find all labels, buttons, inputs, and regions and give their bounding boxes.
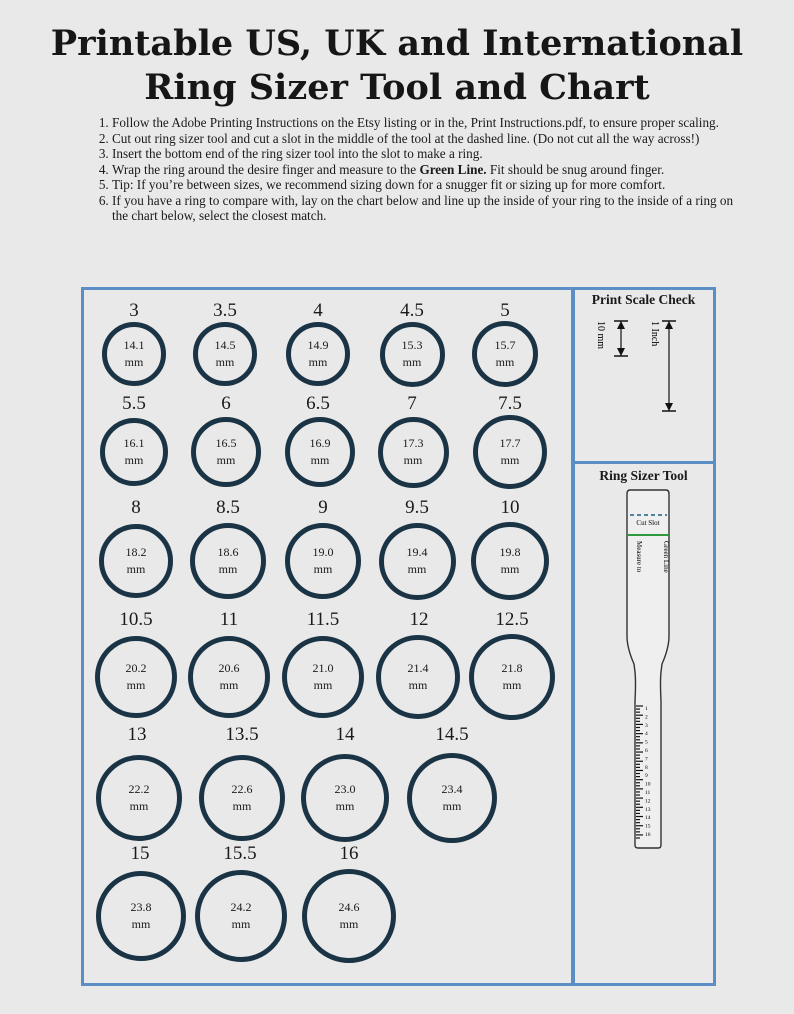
scale-size-label: 9 [645, 773, 648, 780]
scale-size-label: 11 [645, 790, 651, 796]
ring-size-label: 11 [219, 609, 239, 630]
ring-diameter-value: 14.1 [123, 338, 145, 352]
instruction-item: 3. Insert the bottom end of the ring sizer tool into the slot to make a ring. [112, 146, 752, 162]
ring-diameter-value: 23.8 [130, 900, 152, 914]
ring-circle [190, 523, 266, 599]
ring-circle [301, 754, 389, 842]
ring-diameter-value: 14.5 [214, 338, 236, 352]
ring-circle [471, 522, 549, 600]
ring-diameter-unit: mm [232, 799, 252, 813]
ring-diameter-value: 19.4 [406, 545, 428, 559]
ring-diameter-unit: mm [219, 678, 239, 692]
ring-diameter-unit: mm [500, 562, 520, 576]
ring-size-chart [81, 287, 575, 986]
ring-circle [472, 321, 538, 387]
ring-diameter-unit: mm [402, 355, 422, 369]
instructions-list [52, 115, 752, 224]
instruction-text: Wrap the ring around the desire finger and measure to the [112, 161, 420, 177]
one-inch-marker [662, 321, 676, 411]
scale-size-label: 10 [645, 781, 651, 788]
ring-diameter-unit: mm [126, 562, 146, 576]
ring-diameter-unit: mm [408, 678, 428, 692]
ring-circle [286, 322, 350, 386]
ring-circle [102, 322, 166, 386]
ring-circle [96, 755, 182, 841]
ring-diameter-unit: mm [215, 355, 235, 369]
ring-diameter-value: 23.4 [441, 782, 463, 796]
scale-size-label: 12 [645, 798, 651, 805]
ring-diameter-value: 18.2 [125, 545, 147, 559]
ring-diameter-unit: mm [407, 562, 427, 576]
ring-size-label: 6 [221, 393, 231, 414]
ring-diameter-value: 20.6 [218, 661, 240, 675]
ring-size-label: 3 [129, 300, 139, 321]
instruction-item: 5. Tip: If you’re between sizes, we recommend sizing down for a snugger fit or sizing up for more comfort. [112, 177, 752, 193]
ring-sizer-tool-panel [571, 461, 716, 986]
ring-diameter-unit: mm [310, 453, 330, 467]
ring-diameter-unit: mm [218, 562, 238, 576]
ring-size-label: 3.5 [213, 300, 237, 321]
ring-diameter-unit: mm [495, 355, 515, 369]
ring-diameter-value: 15.7 [494, 338, 516, 352]
ring-diameter-unit: mm [339, 917, 359, 931]
ten-mm-marker [614, 321, 628, 356]
ring-circle [469, 634, 555, 720]
instruction-item [112, 162, 752, 178]
scale-size-label: 13 [645, 806, 651, 813]
ring-diameter-unit: mm [131, 917, 151, 931]
print-scale-title: Print Scale Check [591, 292, 696, 307]
ring-diameter-value: 21.4 [407, 661, 429, 675]
ring-size-label: 12.5 [495, 609, 529, 630]
ring-diameter-unit: mm [313, 678, 333, 692]
ring-diameter-value: 23.0 [334, 782, 356, 796]
ring-diameter-value: 17.7 [499, 436, 521, 450]
ring-diameter-unit: mm [124, 453, 144, 467]
ring-diameter-unit: mm [129, 799, 149, 813]
measure-to-label: Measure to [635, 541, 643, 573]
ring-circle [99, 524, 173, 598]
scale-size-label: 15 [645, 823, 651, 830]
ring-diameter-value: 20.2 [125, 661, 147, 675]
ring-circle [285, 523, 361, 599]
scale-size-label: 4 [645, 731, 648, 738]
ring-size-label: 12 [409, 609, 429, 630]
ring-circle [188, 636, 270, 718]
scale-size-label: 5 [645, 739, 648, 746]
ring-diameter-unit: mm [502, 678, 522, 692]
ring-size-label: 4 [313, 300, 323, 321]
scale-size-label: 7 [645, 756, 648, 763]
ring-size-label: 14 [335, 724, 355, 745]
ring-size-label: 10.5 [119, 609, 153, 630]
ring-diameter-unit: mm [500, 453, 520, 467]
ring-diameter-value: 24.6 [338, 900, 360, 914]
ring-diameter-value: 19.8 [499, 545, 521, 559]
ring-circle [407, 753, 497, 843]
scale-size-label: 2 [645, 714, 648, 721]
ring-diameter-unit: mm [124, 355, 144, 369]
ring-diameter-value: 22.6 [231, 782, 253, 796]
ring-circle [96, 871, 186, 961]
ring-diameter-unit: mm [403, 453, 423, 467]
ring-size-label: 6.5 [306, 393, 330, 414]
ring-size-label: 13 [127, 724, 147, 745]
ring-diameter-value: 14.9 [307, 338, 329, 352]
ring-size-label: 10 [500, 497, 520, 518]
instruction-text: Fit should be snug around finger. [486, 161, 665, 177]
cut-slot-label: Cut Slot [636, 519, 660, 527]
ring-diameter-value: 18.6 [217, 545, 239, 559]
ring-circle [95, 636, 177, 718]
ring-size-label: 15 [130, 843, 150, 864]
green-line-label: Green Line [662, 541, 670, 573]
ring-circle [195, 870, 287, 962]
scale-size-label: 16 [645, 832, 651, 838]
ring-size-label: 7.5 [498, 393, 522, 414]
ten-mm-label: 10 mm [595, 321, 606, 350]
instruction-item: 1. Follow the Adobe Printing Instructions on the Etsy listing or in the, Print Instructions.pdf, to ensure proper scaling. [112, 115, 752, 131]
ring-size-label: 13.5 [225, 724, 259, 745]
ring-circle [378, 417, 449, 488]
scale-size-label: 1 [645, 706, 648, 712]
ring-size-label: 9.5 [405, 497, 429, 518]
ring-diameter-unit: mm [442, 799, 462, 813]
green-line-emphasis: Green Line. [419, 161, 487, 177]
sizer-tool-title: Ring Sizer Tool [599, 468, 688, 483]
ring-size-label: 4.5 [400, 300, 424, 321]
scale-size-label: 14 [645, 815, 651, 822]
ring-diameter-value: 15.3 [401, 338, 423, 352]
one-inch-label: 1 Inch [649, 321, 660, 347]
ring-diameter-unit: mm [231, 917, 251, 931]
print-scale-check-panel [571, 287, 716, 464]
scale-size-label: 8 [645, 764, 648, 771]
scale-check-graphic [574, 312, 713, 462]
ring-diameter-value: 16.5 [215, 436, 237, 450]
page-title: Printable US, UK and International Ring Sizer Tool and Chart [50, 23, 744, 108]
ring-size-label: 5 [500, 300, 510, 321]
ring-size-label: 5.5 [122, 393, 146, 414]
ring-circle [376, 635, 460, 719]
ring-size-label: 7 [407, 393, 417, 414]
ring-circle [302, 869, 396, 963]
ring-circle [100, 418, 168, 486]
ring-size-label: 8 [131, 497, 141, 518]
ring-diameter-value: 16.9 [309, 436, 331, 450]
ring-size-label: 9 [318, 497, 328, 518]
ring-diameter-unit: mm [313, 562, 333, 576]
ring-size-label: 14.5 [435, 724, 469, 745]
ring-diameter-value: 21.8 [501, 661, 523, 675]
ring-size-label: 11.5 [306, 609, 340, 630]
ring-circle [285, 417, 355, 487]
ring-circle [282, 636, 364, 718]
ring-size-label: 15.5 [223, 843, 257, 864]
sizer-tool-cutout [574, 486, 713, 886]
ring-circle [193, 322, 257, 386]
ring-size-label: 8.5 [216, 497, 240, 518]
ring-diameter-value: 22.2 [128, 782, 150, 796]
ring-circle [199, 755, 285, 841]
ring-diameter-unit: mm [216, 453, 236, 467]
ring-diameter-unit: mm [308, 355, 328, 369]
ring-diameter-value: 17.3 [402, 436, 424, 450]
ring-circle [473, 415, 547, 489]
ring-diameter-value: 24.2 [230, 900, 252, 914]
ring-diameter-value: 16.1 [123, 436, 145, 450]
instruction-item: 2. Cut out ring sizer tool and cut a slot in the middle of the tool at the dashed line. (Do not cut all the way across!) [112, 131, 752, 147]
ring-diameter-value: 21.0 [312, 661, 334, 675]
scale-size-label: 3 [645, 722, 648, 729]
ring-diameter-value: 19.0 [312, 545, 334, 559]
ring-circle [380, 322, 445, 387]
ring-circle [191, 417, 261, 487]
instruction-item: 6. If you have a ring to compare with, lay on the chart below and line up the inside of your ring to the inside of a ring on the chart below, select the closest match. [112, 193, 752, 224]
ring-circle [379, 523, 456, 600]
scale-size-label: 6 [645, 748, 648, 754]
ring-diameter-unit: mm [126, 678, 146, 692]
ring-diameter-unit: mm [335, 799, 355, 813]
ring-size-label: 16 [339, 843, 359, 864]
